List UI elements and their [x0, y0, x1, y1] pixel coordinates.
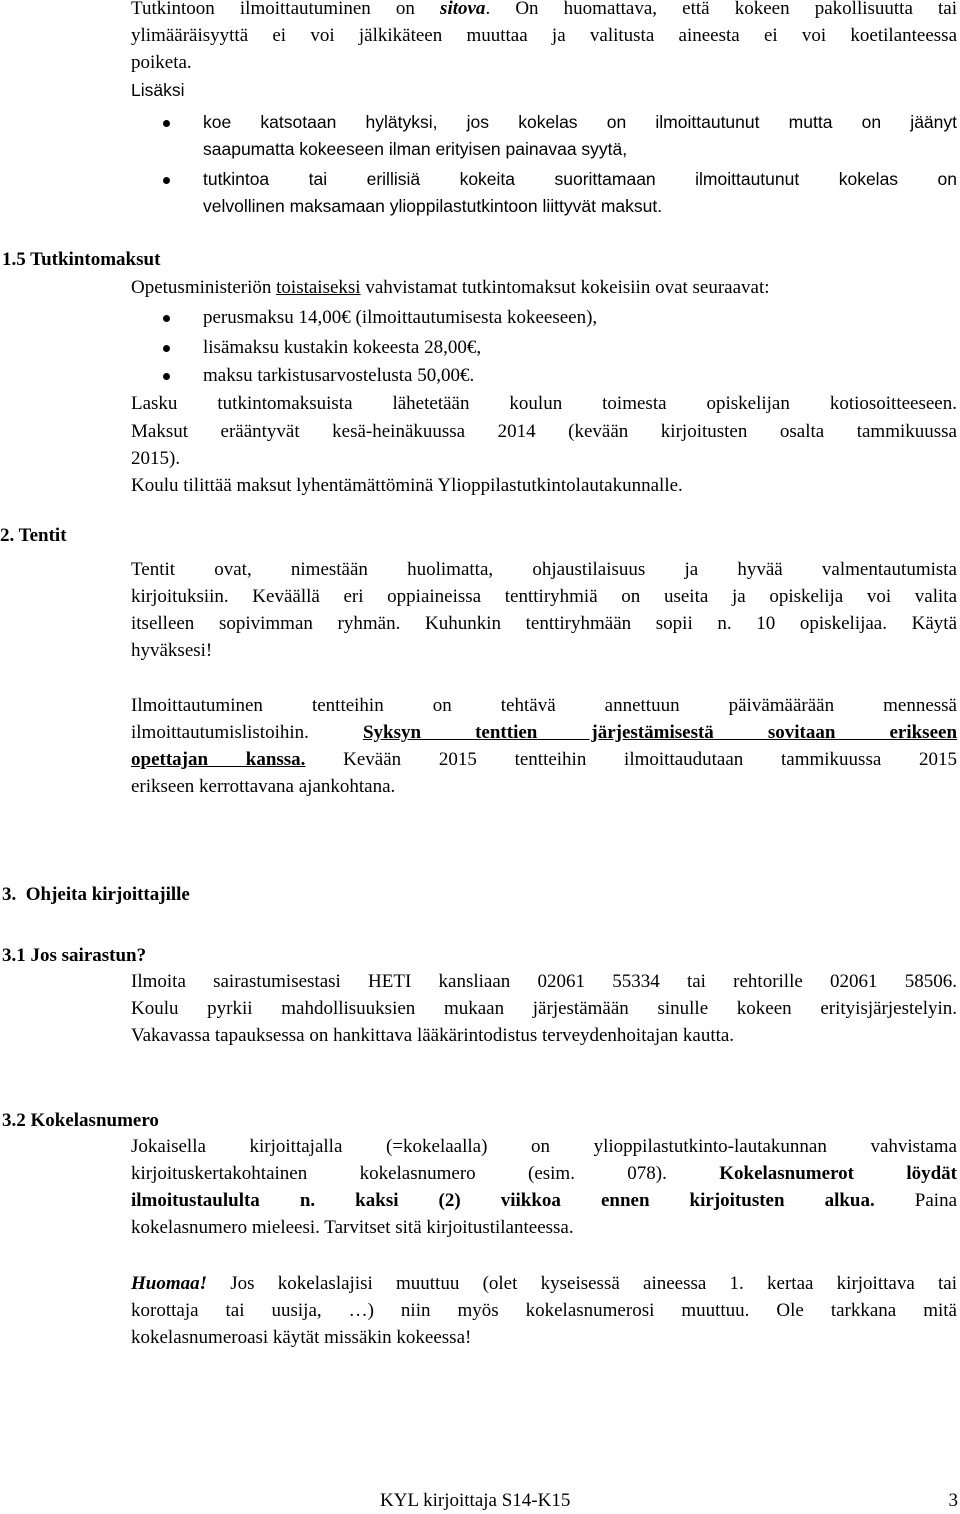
s15-lasku — [131, 390, 957, 417]
s32-line-2a: kirjoituskertakohtainen kokelasnumero (esim. 078). — [131, 1163, 720, 1184]
fee-item-text: maksu tarkistusarvostelusta 50,00€. — [203, 365, 475, 386]
page-number: 3 — [948, 1490, 958, 1511]
s2-paragraph-2 — [131, 692, 957, 800]
s31-line-3: Vakavassa tapauksessa on hankittava lääkärintodistus terveydenhoitajan kautta. — [131, 1025, 735, 1046]
bullet-icon — [163, 373, 170, 380]
intro-text-1a: Tutkintoon ilmoittautuminen on — [131, 0, 441, 19]
intro-paragraph — [131, 0, 957, 76]
s32-line-1: Jokaisella kirjoittajalla (=kokelaalla) on ylioppilastutkinto-lautakunnan vahvistama — [131, 1136, 957, 1157]
s32-line-2-bold: Kokelasnumerot löydät — [719, 1163, 957, 1184]
fee-item-text: lisämaksu kustakin kokeesta 28,00€, — [203, 337, 482, 358]
s31-line-2: Koulu pyrkii mahdollisuuksien mukaan järjestämään sinulle kokeen erityisjärjestelyin. — [131, 998, 957, 1019]
s2-p1-line-2: kirjoituksiin. Keväällä eri oppiaineissa tenttiryhmiä on useita ja opiskelija voi valita — [131, 586, 957, 607]
intro-text-3: poiketa. — [131, 52, 192, 73]
s15-intro-underlined: toistaiseksi — [276, 277, 361, 298]
s15-lasku-text: Lasku tutkintomaksuista lähetetään koulun toimesta opiskelijan kotiosoitteeseen. — [131, 393, 957, 414]
section-heading-3-1: 3.1 Jos sairastun? — [2, 945, 147, 966]
intro-bullet-1-line-2: saapumatta kokeeseen ilman erityisen painavaa syytä, — [203, 139, 628, 159]
s32-paragraph — [131, 1133, 957, 1241]
s2-p2-line-2a: ilmoittautumislistoihin. — [131, 722, 363, 743]
bullet-icon — [163, 120, 170, 127]
intro-bullet-2-line-2: velvollinen maksamaan ylioppilastutkintoon liittyvät maksut. — [203, 196, 663, 216]
s2-p1-line-1: Tentit ovat, nimestään huolimatta, ohjaustilaisuus ja hyvää valmentautumista — [131, 559, 957, 580]
bullet-icon — [163, 177, 170, 184]
s2-p1-line-3: itselleen sopivimman ryhmän. Kuhunkin tenttiryhmään sopii n. 10 opiskelijaa. Käytä — [131, 613, 957, 634]
intro-emphasis-sitova: sitova — [440, 0, 486, 19]
fee-item-text: perusmaksu 14,00€ (ilmoittautumisesta kokeeseen), — [203, 307, 598, 328]
intro-lisaksi: Lisäksi — [131, 80, 185, 100]
huomaa-paragraph — [131, 1270, 957, 1351]
intro-bullet-1-line-1: koe katsotaan hylätyksi, jos kokelas on ilmoittautunut mutta on jäänyt — [203, 112, 957, 132]
s32-line-3-bold: ilmoitustaululta n. kaksi (2) viikkoa ennen kirjoitusten alkua. — [131, 1190, 875, 1211]
s32-line-3a: Paina — [874, 1190, 957, 1211]
bullet-icon — [163, 315, 170, 322]
huomaa-label: Huomaa! — [131, 1273, 208, 1294]
intro-bullet-2-line-1: tutkintoa tai erillisiä kokeita suorittamaan ilmoittautunut kokelas on — [203, 169, 957, 189]
section-heading-3: 3. Ohjeita kirjoittajille — [2, 884, 190, 905]
s2-p1-line-4: hyväksesi! — [131, 640, 213, 661]
s15-intro-a: Opetusministeriön — [131, 277, 277, 298]
huomaa-line-2: korottaja tai uusija, …) niin myös kokelasnumerosi muuttuu. Ole tarkkana mitä — [131, 1300, 957, 1321]
s31-line-1: Ilmoita sairastumisestasi HETI kansliaan 02061 55334 tai rehtorille 02061 58506. — [131, 971, 957, 992]
footer-document-name: KYL kirjoittaja S14-K15 — [380, 1490, 571, 1511]
s31-paragraph — [131, 968, 957, 1049]
s32-line-4: kokelasnumero mieleesi. Tarvitset sitä kirjoitustilanteessa. — [131, 1217, 574, 1238]
s2-p2-line-4: erikseen kerrottavana ajankohtana. — [131, 776, 396, 797]
s15-intro — [131, 274, 957, 301]
huomaa-line-3: kokelasnumeroasi käytät missäkin kokeessa! — [131, 1327, 472, 1348]
page-footer — [380, 1487, 958, 1514]
s15-koulu-text: Koulu tilittää maksut lyhentämättöminä Ylioppilastutkintolautakunnalle. — [131, 475, 683, 496]
s15-maksut-line-2: 2015). — [131, 448, 181, 469]
s2-p2-line-2-emphasis: Syksyn tenttien järjestämisestä sovitaan erikseen — [362, 722, 958, 743]
s15-maksut-line-1: Maksut erääntyvät kesä-heinäkuussa 2014 (kevään kirjoitusten osalta tammikuussa — [131, 421, 957, 442]
intro-text-2: ylimääräisyyttä ei voi jälkikäteen muuttaa ja valitusta aineesta ei voi koetilanteessa — [131, 25, 957, 46]
s15-koulu — [131, 472, 957, 499]
s2-p2-line-1: Ilmoittautuminen tentteihin on tehtävä annettuun päivämäärään mennessä — [131, 695, 957, 716]
section-heading-1-5: 1.5 Tutkintomaksut — [2, 249, 161, 270]
s15-maksut — [131, 418, 957, 472]
intro-text-1b: . On huomattava, että kokeen pakollisuutta tai — [485, 0, 958, 19]
s15-intro-b: vahvistamat tutkintomaksut kokeisiin ovat seuraavat: — [360, 277, 770, 298]
section-heading-3-2: 3.2 Kokelasnumero — [2, 1110, 159, 1131]
huomaa-line-1: Jos kokelaslajisi muuttuu (olet kyseisessä aineessa 1. kertaa kirjoittava tai — [207, 1273, 957, 1294]
s2-p2-line-3b: Kevään 2015 tentteihin ilmoittaudutaan tammikuussa 2015 — [305, 749, 957, 770]
s2-p2-line-3-emphasis: opettajan kanssa. — [131, 749, 306, 770]
s2-paragraph-1 — [131, 556, 957, 664]
section-heading-2: 2. Tentit — [0, 525, 67, 546]
bullet-icon — [163, 345, 170, 352]
